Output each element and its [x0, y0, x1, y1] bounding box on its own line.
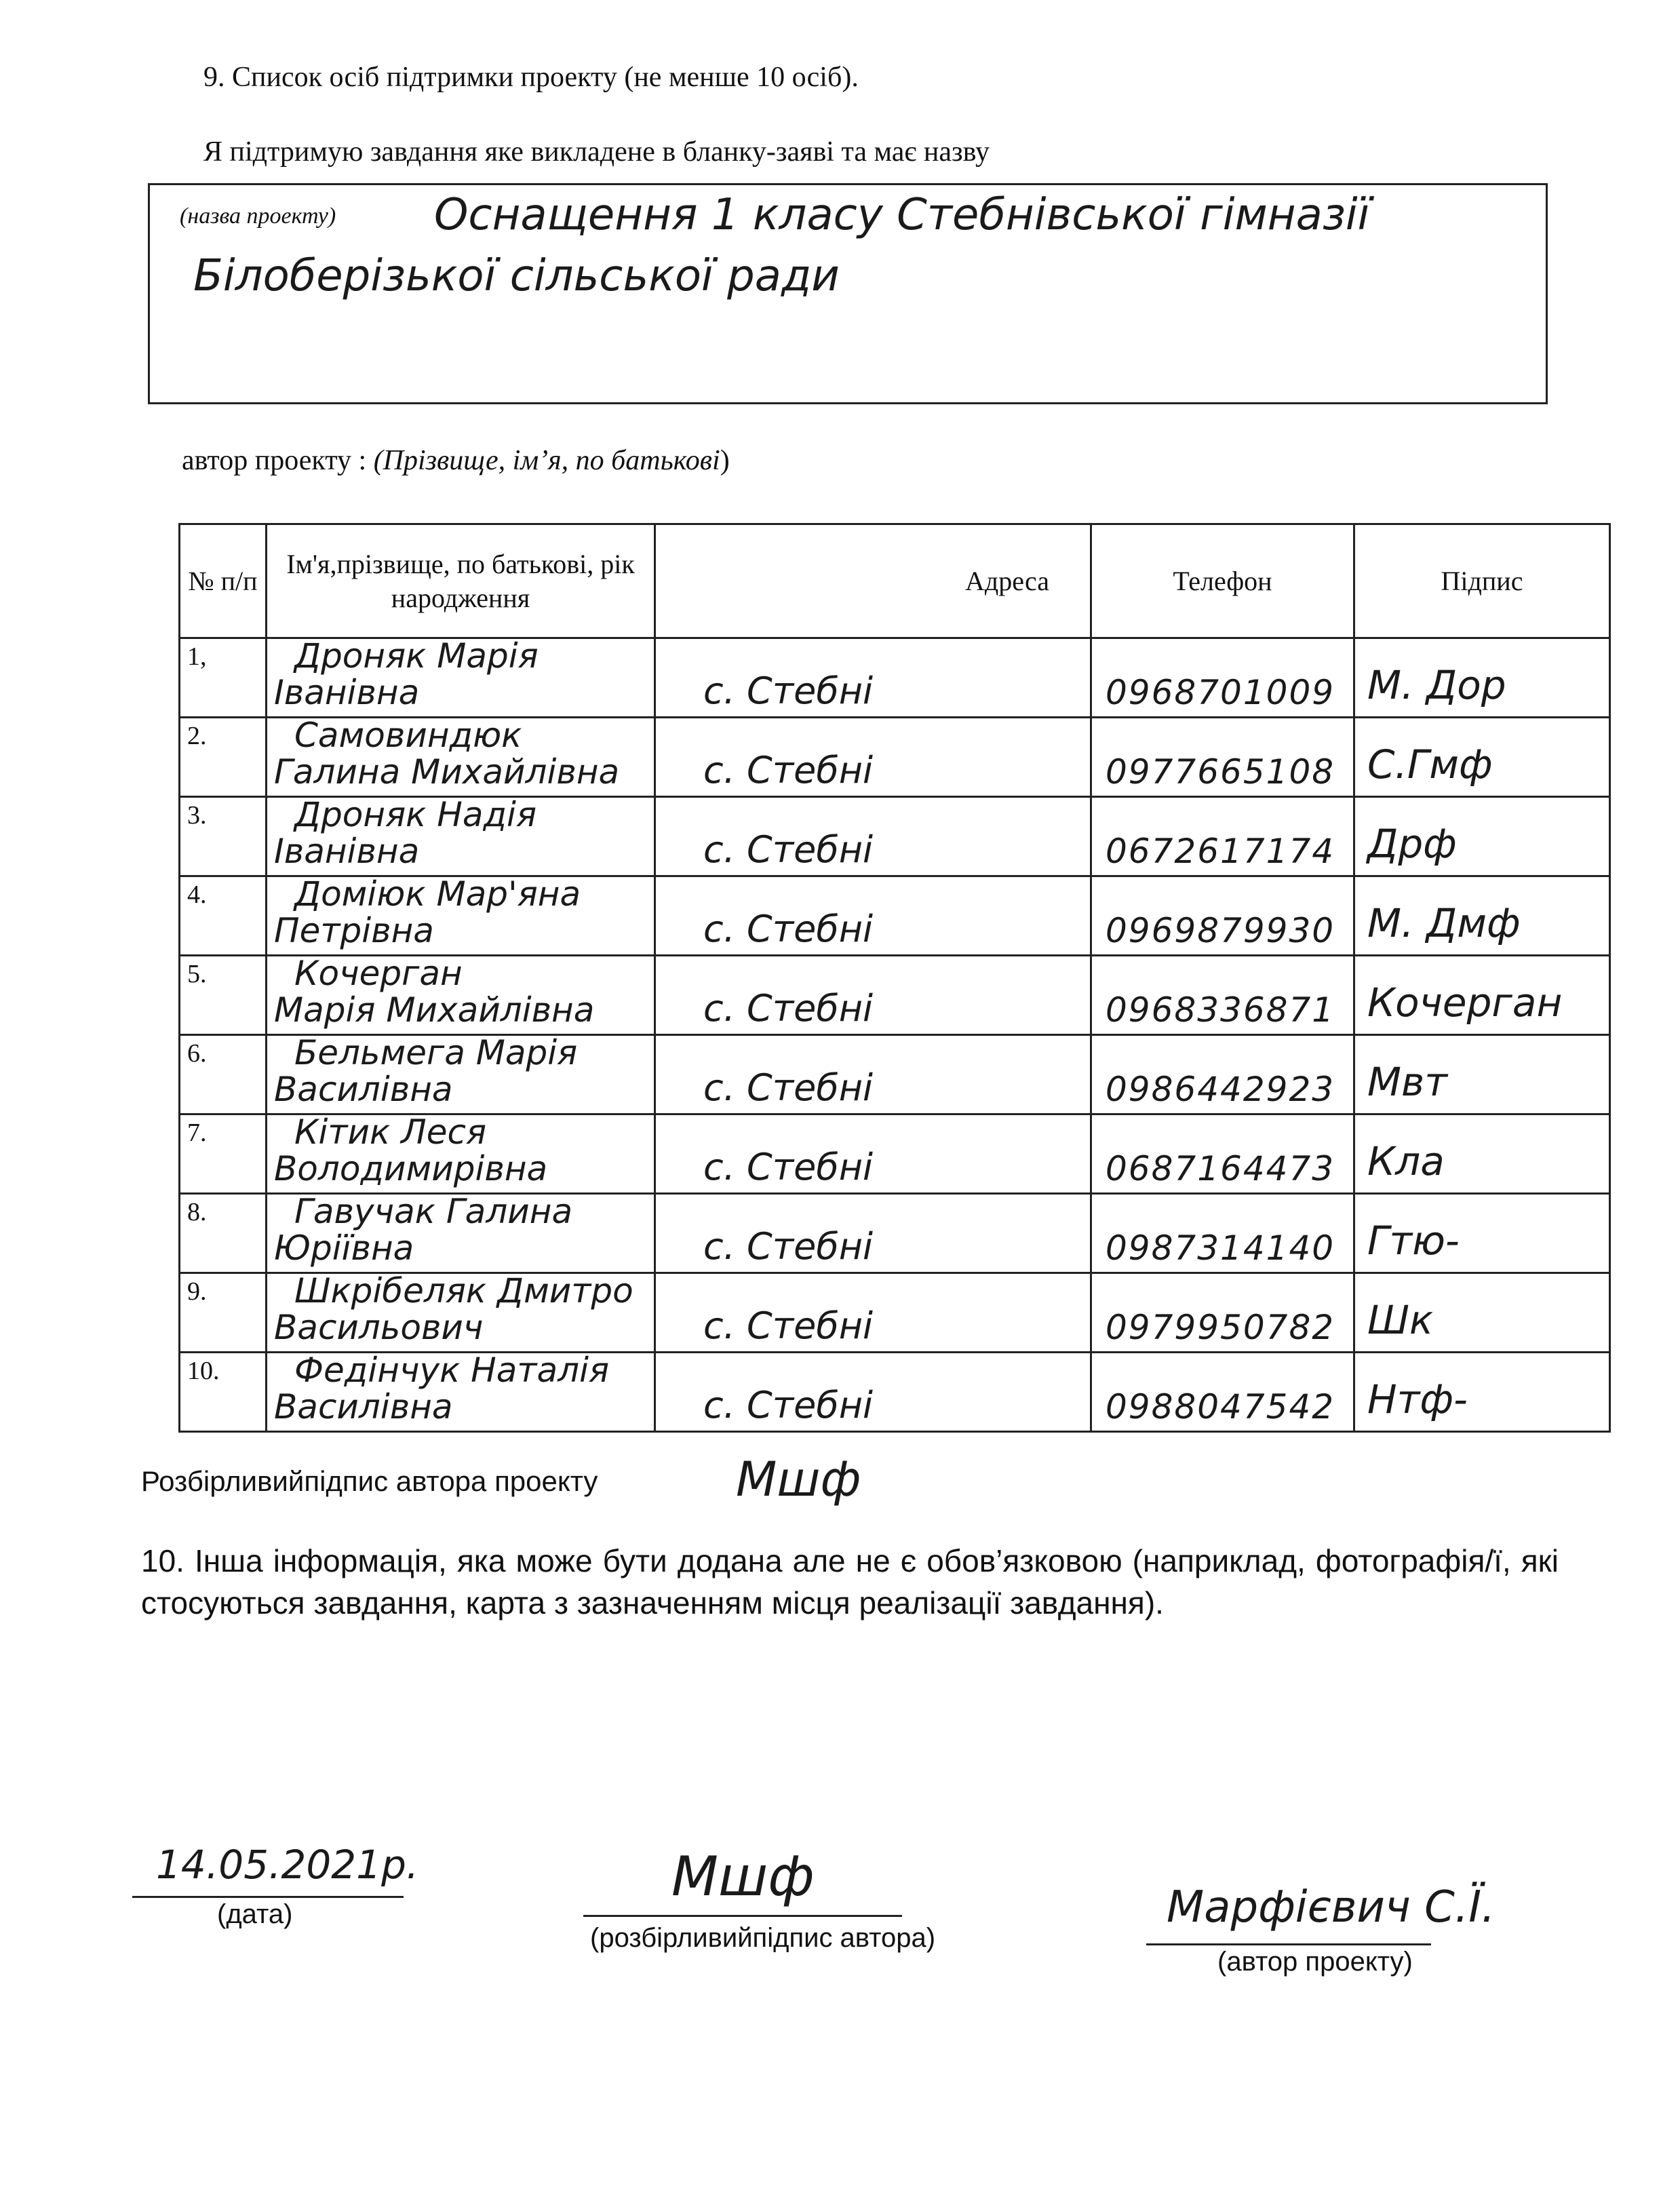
- row-signature-cell: [1354, 1273, 1610, 1353]
- row-phone-cell: [1091, 956, 1354, 1035]
- row-signature-cell: [1354, 1035, 1610, 1114]
- header-phone: Телефон: [1091, 524, 1354, 638]
- row-name-cell: [267, 1273, 655, 1353]
- row-signature: Гтю-: [1367, 1218, 1460, 1264]
- table-header-row: [180, 524, 1610, 638]
- table-row: [180, 956, 1610, 1035]
- row-phone: 0987314140: [1106, 1228, 1335, 1268]
- row-address: с. Стебні: [703, 670, 874, 712]
- row-num: 2.: [187, 722, 207, 750]
- author-signature-label: Розбірливийпідпис автора проекту: [141, 1465, 598, 1497]
- table-row: [180, 638, 1610, 718]
- row-num-cell: [180, 876, 267, 956]
- row-phone-cell: [1091, 1035, 1354, 1114]
- row-num: 8.: [187, 1198, 207, 1226]
- row-name-line-1: Бельмега Марія: [294, 1033, 578, 1072]
- signature-label: (розбірливийпідпис автора): [590, 1923, 936, 1953]
- author-signature-mark: Мшф: [736, 1452, 861, 1507]
- row-signature-cell: [1354, 638, 1610, 718]
- row-phone-cell: [1091, 1114, 1354, 1194]
- row-signature: М. Дмф: [1367, 900, 1521, 946]
- row-address-cell: [655, 1035, 1091, 1114]
- row-num-cell: [180, 797, 267, 876]
- row-signature: М. Дор: [1367, 662, 1506, 708]
- row-address-cell: [655, 1194, 1091, 1273]
- row-phone-cell: [1091, 638, 1354, 718]
- row-phone: 0969879930: [1106, 911, 1335, 950]
- table-row: [180, 876, 1610, 956]
- row-address: с. Стебні: [703, 908, 874, 950]
- date-underline: [132, 1896, 404, 1898]
- row-signature-cell: [1354, 956, 1610, 1035]
- row-name-line-1: Гавучак Галина: [294, 1192, 573, 1231]
- table-row: [180, 797, 1610, 876]
- row-name-cell: [267, 1194, 655, 1273]
- row-address: с. Стебні: [703, 1146, 874, 1188]
- row-name-line-2: Іванівна: [274, 673, 420, 712]
- row-num-cell: [180, 956, 267, 1035]
- row-phone-cell: [1091, 718, 1354, 797]
- row-num: 1,: [187, 642, 207, 671]
- project-name-line-2: Білоберізької сільської ради: [193, 251, 840, 301]
- row-address: с. Стебні: [703, 1384, 874, 1427]
- row-name-line-1: Доміюк Мар'яна: [294, 874, 581, 914]
- row-address-cell: [655, 797, 1091, 876]
- row-signature-cell: [1354, 1353, 1610, 1432]
- row-phone-cell: [1091, 1353, 1354, 1432]
- row-address-cell: [655, 638, 1091, 718]
- row-address: с. Стебні: [703, 987, 874, 1030]
- row-name-cell: [267, 1114, 655, 1194]
- row-name-line-2: Марія Михайлівна: [274, 990, 595, 1030]
- row-num: 3.: [187, 801, 207, 830]
- row-name-line-1: Самовиндюк: [294, 716, 522, 755]
- project-name-label: (назва проекту): [180, 203, 336, 229]
- row-name-cell: [267, 718, 655, 797]
- row-name-cell: [267, 1353, 655, 1432]
- row-name-cell: [267, 797, 655, 876]
- row-num-cell: [180, 638, 267, 718]
- row-address-cell: [655, 876, 1091, 956]
- row-name-line-1: Кітик Леся: [294, 1112, 487, 1152]
- author-label: автор проекту : (Прізвище, ім’я, по батькові): [182, 445, 730, 476]
- row-address-cell: [655, 1273, 1091, 1353]
- signature-underline: [583, 1915, 902, 1917]
- row-name-line-1: Кочерган: [294, 954, 463, 993]
- row-name-cell: [267, 876, 655, 956]
- table-row: [180, 1353, 1610, 1432]
- row-num-cell: [180, 1114, 267, 1194]
- section-9-heading: 9. Список осіб підтримки проекту (не менше 10 осіб).: [203, 62, 859, 93]
- row-num: 9.: [187, 1277, 207, 1306]
- row-phone: 0968701009: [1106, 673, 1335, 712]
- author-underline: [1146, 1943, 1431, 1945]
- row-signature-cell: [1354, 876, 1610, 956]
- row-phone-cell: [1091, 797, 1354, 876]
- row-name-line-2: Васильович: [274, 1308, 484, 1347]
- row-name-line-2: Василівна: [274, 1070, 453, 1109]
- row-phone-cell: [1091, 1194, 1354, 1273]
- row-name-cell: [267, 956, 655, 1035]
- row-phone-cell: [1091, 1273, 1354, 1353]
- table-row: [180, 1035, 1610, 1114]
- row-signature: Дрф: [1367, 821, 1457, 867]
- row-name-line-1: Дроняк Марія: [294, 636, 539, 676]
- row-signature-cell: [1354, 1194, 1610, 1273]
- row-num-cell: [180, 1194, 267, 1273]
- row-num-cell: [180, 718, 267, 797]
- author-name-label: (автор проекту): [1217, 1947, 1413, 1977]
- row-signature: Нтф-: [1367, 1376, 1468, 1422]
- row-signature: Кочерган: [1367, 979, 1563, 1026]
- row-address: с. Стебні: [703, 1066, 874, 1109]
- row-phone: 0687164473: [1106, 1149, 1335, 1188]
- row-address-cell: [655, 718, 1091, 797]
- table-row: [180, 1114, 1610, 1194]
- row-num: 5.: [187, 960, 207, 988]
- row-address-cell: [655, 1353, 1091, 1432]
- row-name-line-1: Шкрібеляк Дмитро: [294, 1271, 633, 1311]
- author-name: Марфієвич С.Ї.: [1167, 1882, 1496, 1933]
- row-num-cell: [180, 1273, 267, 1353]
- row-num: 10.: [187, 1357, 220, 1385]
- header-address: Адреса: [655, 524, 1091, 638]
- row-name-cell: [267, 1035, 655, 1114]
- row-signature: Мвт: [1367, 1059, 1448, 1105]
- support-statement: Я підтримую завдання яке викладене в бланку-заяві та має назву: [203, 136, 990, 168]
- row-signature-cell: [1354, 1114, 1610, 1194]
- table-row: [180, 1273, 1610, 1353]
- header-signature: Підпис: [1354, 524, 1610, 638]
- project-name-line-1: Оснащення 1 класу Стебнівської гімназії: [434, 190, 1370, 240]
- row-address: с. Стебні: [703, 749, 874, 792]
- date-value: 14.05.2021р.: [156, 1842, 419, 1888]
- row-name-line-1: Федінчук Наталія: [294, 1351, 610, 1390]
- row-num: 6.: [187, 1039, 207, 1068]
- row-phone: 0986442923: [1106, 1070, 1335, 1109]
- header-name: Ім'я,прізвище, по батькові, рік народження: [267, 524, 655, 638]
- section-10-text: 10. Інша інформація, яка може бути додана але не є обов’язковою (наприклад, фотографія/ї, які стосуються завдання, карта з зазначенням місця реалізації завдання).: [141, 1543, 1559, 1621]
- row-address-cell: [655, 956, 1091, 1035]
- table-row: [180, 1194, 1610, 1273]
- row-num-cell: [180, 1035, 267, 1114]
- row-phone-cell: [1091, 876, 1354, 956]
- row-name-line-1: Дроняк Надія: [294, 795, 537, 834]
- row-name-cell: [267, 638, 655, 718]
- row-phone: 0988047542: [1106, 1387, 1335, 1427]
- row-num: 4.: [187, 880, 207, 909]
- row-num-cell: [180, 1353, 267, 1432]
- row-signature: Кла: [1367, 1138, 1445, 1184]
- row-signature: Шк: [1367, 1297, 1434, 1343]
- row-signature-cell: [1354, 797, 1610, 876]
- header-num: № п/п: [180, 524, 267, 638]
- row-signature: С.Гмф: [1367, 741, 1493, 788]
- row-signature-cell: [1354, 718, 1610, 797]
- supporters-table: [178, 523, 1563, 1433]
- row-address-cell: [655, 1114, 1091, 1194]
- date-label: (дата): [217, 1899, 293, 1929]
- row-name-line-2: Галина Михайлівна: [274, 752, 620, 792]
- row-phone: 0977665108: [1106, 752, 1335, 792]
- row-name-line-2: Юріївна: [274, 1228, 414, 1268]
- row-address: с. Стебні: [703, 1225, 874, 1268]
- row-phone: 0979950782: [1106, 1308, 1335, 1347]
- row-name-line-2: Володимирівна: [274, 1149, 548, 1188]
- table-row: [180, 718, 1610, 797]
- row-name-line-2: Іванівна: [274, 832, 420, 871]
- row-address: с. Стебні: [703, 828, 874, 871]
- row-phone: 0968336871: [1106, 990, 1335, 1030]
- footer-signature-mark: Мшф: [671, 1845, 815, 1908]
- row-address: с. Стебні: [703, 1304, 874, 1347]
- row-num: 7.: [187, 1119, 207, 1147]
- row-name-line-2: Петрівна: [274, 911, 434, 950]
- row-name-line-2: Василівна: [274, 1387, 453, 1427]
- row-phone: 0672617174: [1106, 832, 1335, 871]
